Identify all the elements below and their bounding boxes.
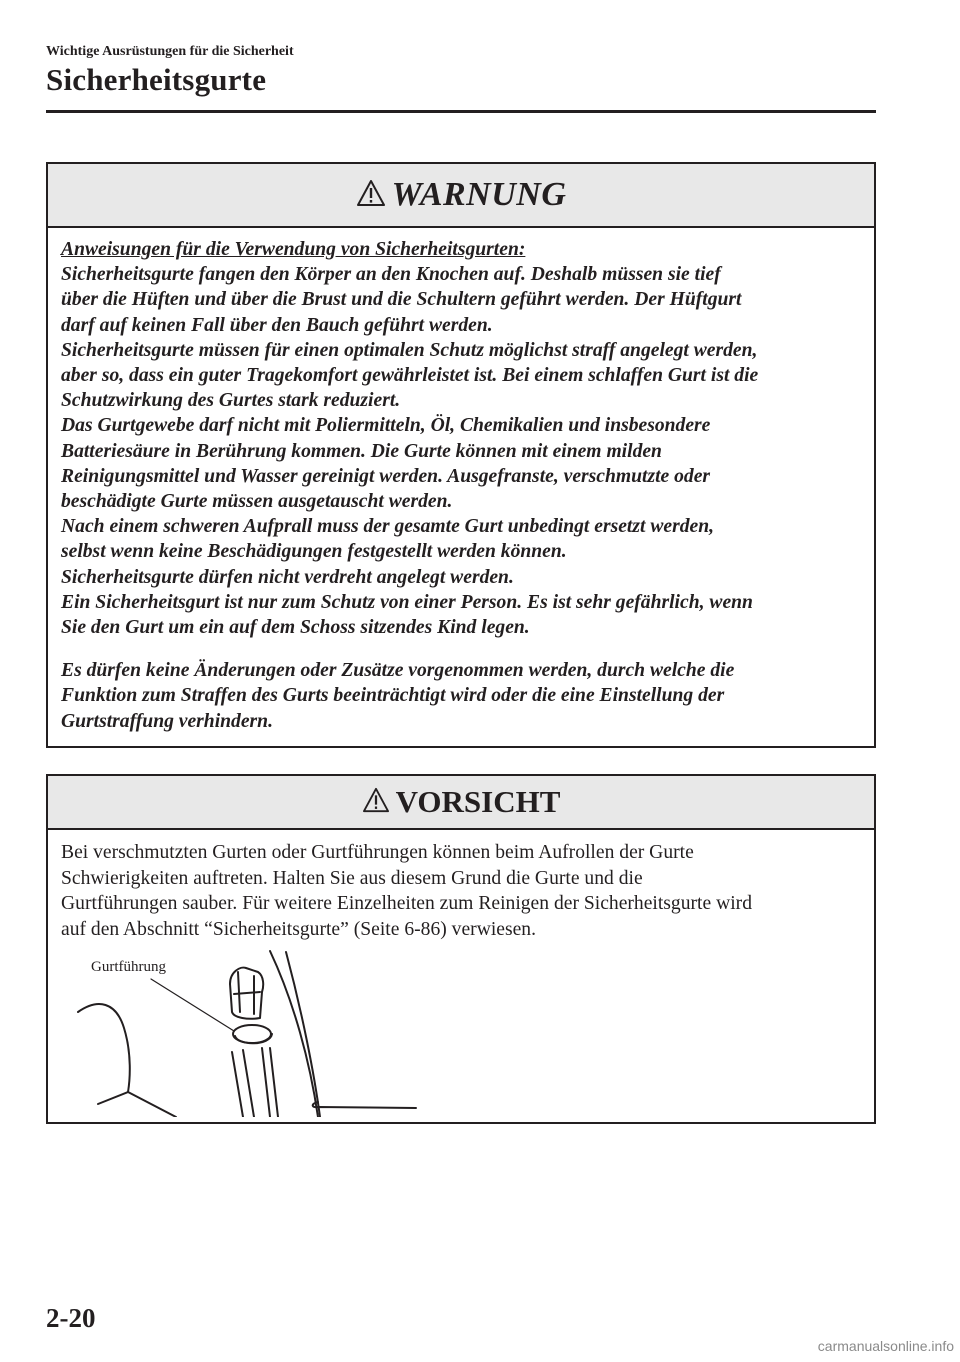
warning-line: Das Gurtgewebe darf nicht mit Poliermitteln, Öl, Chemikalien und insbesondere <box>61 415 711 437</box>
warning-triangle-icon <box>356 179 386 212</box>
warning-line: beschädigte Gurte müssen ausgetauscht werden. <box>61 491 453 513</box>
watermark: carmanualsonline.info <box>817 1338 954 1354</box>
warning-line: darf auf keinen Fall über den Bauch geführt werden. <box>61 314 493 336</box>
figure-label: Gurtführung <box>91 959 166 975</box>
warning-line: aber so, dass ein guter Tragekomfort gewährleistet ist. Bei einem schlaffen Gurt ist die <box>61 365 759 387</box>
warning-line: über die Hüften und über die Brust und die Schultern geführt werden. Der Hüftgurt <box>61 289 742 311</box>
warning-line: selbst wenn keine Beschädigungen festgestellt werden können. <box>61 541 567 563</box>
warning-title: WARNUNG <box>391 176 567 213</box>
page-title: Sicherheitsgurte <box>46 62 267 97</box>
warning-line: Sicherheitsgurte müssen für einen optimalen Schutz möglichst straff angelegt werden, <box>61 339 758 361</box>
warning-line: Reinigungsmittel und Wasser gereinigt werden. Ausgefranste, verschmutzte oder <box>61 465 711 487</box>
section-label: Wichtige Ausrüstungen für die Sicherheit <box>46 44 294 59</box>
warning-line: Ein Sicherheitsgurt ist nur zum Schutz von einer Person. Es ist sehr gefährlich, wenn <box>61 591 753 613</box>
paragraph-gap <box>61 640 862 658</box>
warning-line: Funktion zum Straffen des Gurts beeinträchtigt wird oder die eine Einstellung der <box>61 685 725 707</box>
caution-header <box>48 776 874 830</box>
warning-subheading: Anweisungen für die Verwendung von Sicherheitsgurten: <box>61 239 526 260</box>
caution-body <box>48 830 874 942</box>
warning-header <box>48 164 874 228</box>
caution-line: Schwierigkeiten auftreten. Halten Sie aus diesem Grund die Gurte und die <box>61 867 643 889</box>
caution-title: VORSICHT <box>395 784 561 819</box>
warning-body <box>48 228 874 746</box>
warning-line: Sicherheitsgurte dürfen nicht verdreht angelegt werden. <box>61 566 514 588</box>
seat-belt-guide-drawing <box>48 942 874 1117</box>
page-number: 2-20 <box>46 1303 96 1333</box>
caution-line: auf den Abschnitt “Sicherheitsgurte” (Seite 6-86) verwiesen. <box>61 918 536 940</box>
warning-line: Schutzwirkung des Gurtes stark reduziert. <box>61 390 401 412</box>
warning-line: Nach einem schweren Aufprall muss der gesamte Gurt unbedingt ersetzt werden, <box>61 516 714 538</box>
warning-box <box>46 162 876 748</box>
warning-line: Sicherheitsgurte fangen den Körper an den Knochen auf. Deshalb müssen sie tief <box>61 264 721 286</box>
warning-triangle-icon <box>362 787 390 818</box>
caution-line: Gurtführungen sauber. Für weitere Einzelheiten zum Reinigen der Sicherheitsgurte wird <box>61 893 753 914</box>
title-divider <box>46 110 876 113</box>
warning-line: Batteriesäure in Berührung kommen. Die Gurte können mit einem milden <box>61 440 662 462</box>
belt-guide-illustration <box>48 942 874 1117</box>
caution-line: Bei verschmutzten Gurten oder Gurtführungen können beim Aufrollen der Gurte <box>61 842 694 863</box>
warning-line: Gurtstraffung verhindern. <box>61 710 273 732</box>
warning-line: Es dürfen keine Änderungen oder Zusätze vorgenommen werden, durch welche die <box>61 660 735 682</box>
caution-box <box>46 774 876 1124</box>
warning-line: Sie den Gurt um ein auf dem Schoss sitzendes Kind legen. <box>61 617 530 639</box>
